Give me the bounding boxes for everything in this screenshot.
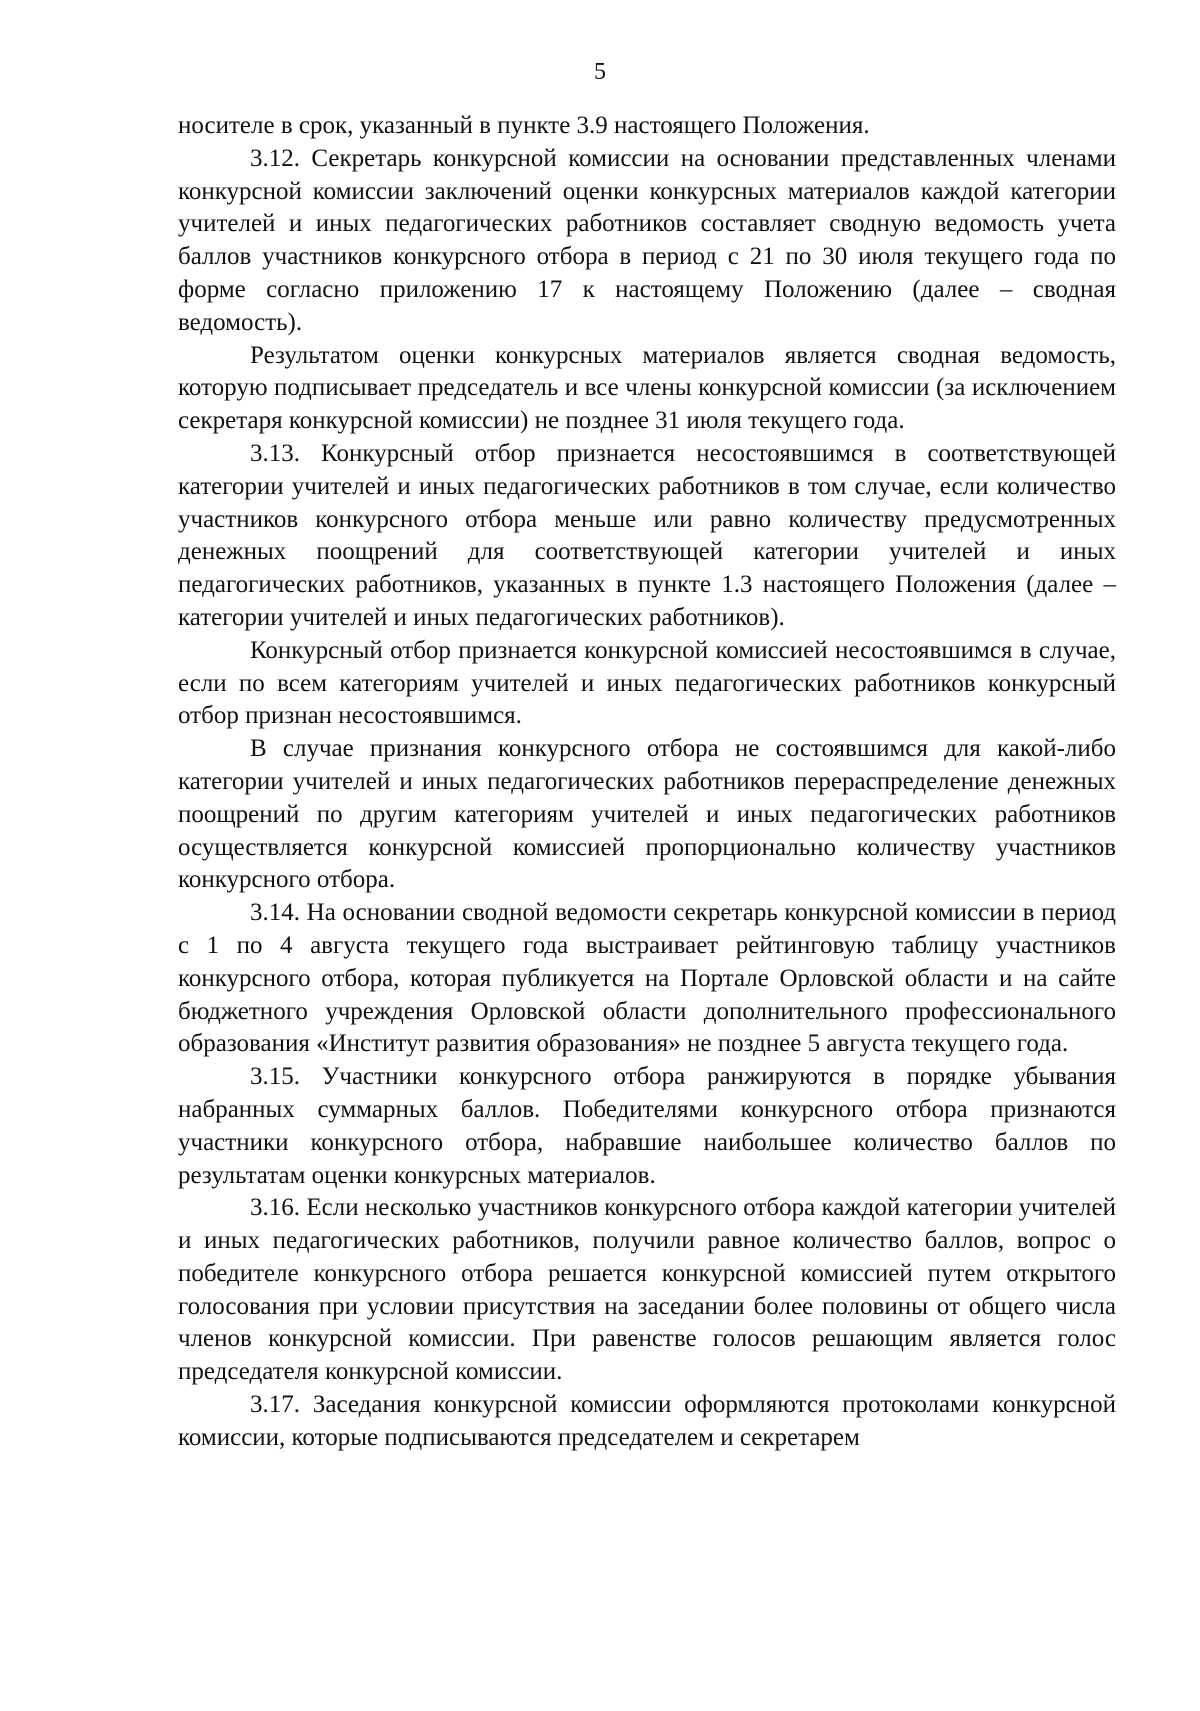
paragraph-3-14: 3.14. На основании сводной ведомости секретарь конкурсной комиссии в период с 1 по 4 августа текущего года выстраивает рейтинговую таблицу участников конкурсного отбора, которая публикуется на Портале Орловской области и на сайте бюджетного учреждения Орловской области дополнительного профессионального образования «Институт развития образования» не позднее 5 августа текущего года. [178, 899, 1116, 1058]
paragraph-3-13: 3.13. Конкурсный отбор признается несостоявшимся в соответствующей категории учителей и иных педагогических работников в том случае, если количество участников конкурсного отбора меньше или равно количеству предусмотренных денежных поощрений для соответствующей категории учителей и иных педагогических работников, указанных в пункте 1.3 настоящего Положения (далее – категории учителей и иных педагогических работников). [178, 439, 1116, 631]
document-body [178, 110, 1116, 1455]
paragraph-redistribution: В случае признания конкурсного отбора не состоявшимся для какой-либо категории учителей и иных педагогических работников перераспределение денежных поощрений по другим категориям учителей и иных педагогических работников осуществляется конкурсной комиссией пропорционально количеству участников конкурсного отбора. [178, 735, 1116, 894]
paragraph-3-16: 3.16. Если несколько участников конкурсного отбора каждой категории учителей и иных педагогических работников, получили равное количество баллов, вопрос о победителе конкурсного отбора решается конкурсной комиссией путем открытого голосования при условии присутствия на заседании более половины от общего числа членов конкурсной комиссии. При равенстве голосов решающим является голос председателя конкурсной комиссии. [178, 1194, 1116, 1386]
paragraph-3-15: 3.15. Участники конкурсного отбора ранжируются в порядке убывания набранных суммарных баллов. Победителями конкурсного отбора признаются участники конкурсного отбора, набравшие наибольшее количество баллов по результатам оценки конкурсных материалов. [178, 1063, 1116, 1189]
page-number: 5 [594, 59, 606, 85]
paragraph-result: Результатом оценки конкурсных материалов является сводная ведомость, которую подписывает председатель и все члены конкурсной комиссии (за исключением секретаря конкурсной комиссии) не позднее 31 июля текущего года. [178, 341, 1116, 435]
paragraph-3-17: 3.17. Заседания конкурсной комиссии оформляются протоколами конкурсной комиссии, которые подписываются председателем и секретарем [178, 1391, 1116, 1451]
paragraph-failed-selection: Конкурсный отбор признается конкурсной комиссией несостоявшимся в случае, если по всем категориям учителей и иных педагогических работников конкурсный отбор признан несостоявшимся. [178, 636, 1116, 730]
paragraph-continuation: носителе в срок, указанный в пункте 3.9 настоящего Положения. [178, 112, 870, 139]
paragraph-3-12: 3.12. Секретарь конкурсной комиссии на основании представленных членами конкурсной комиссии заключений оценки конкурсных материалов каждой категории учителей и иных педагогических работников составляет сводную ведомость учета баллов участников конкурсного отбора в период с 21 по 30 июля текущего года по форме согласно приложению 17 к настоящему Положению (далее – сводная ведомость). [178, 144, 1116, 336]
